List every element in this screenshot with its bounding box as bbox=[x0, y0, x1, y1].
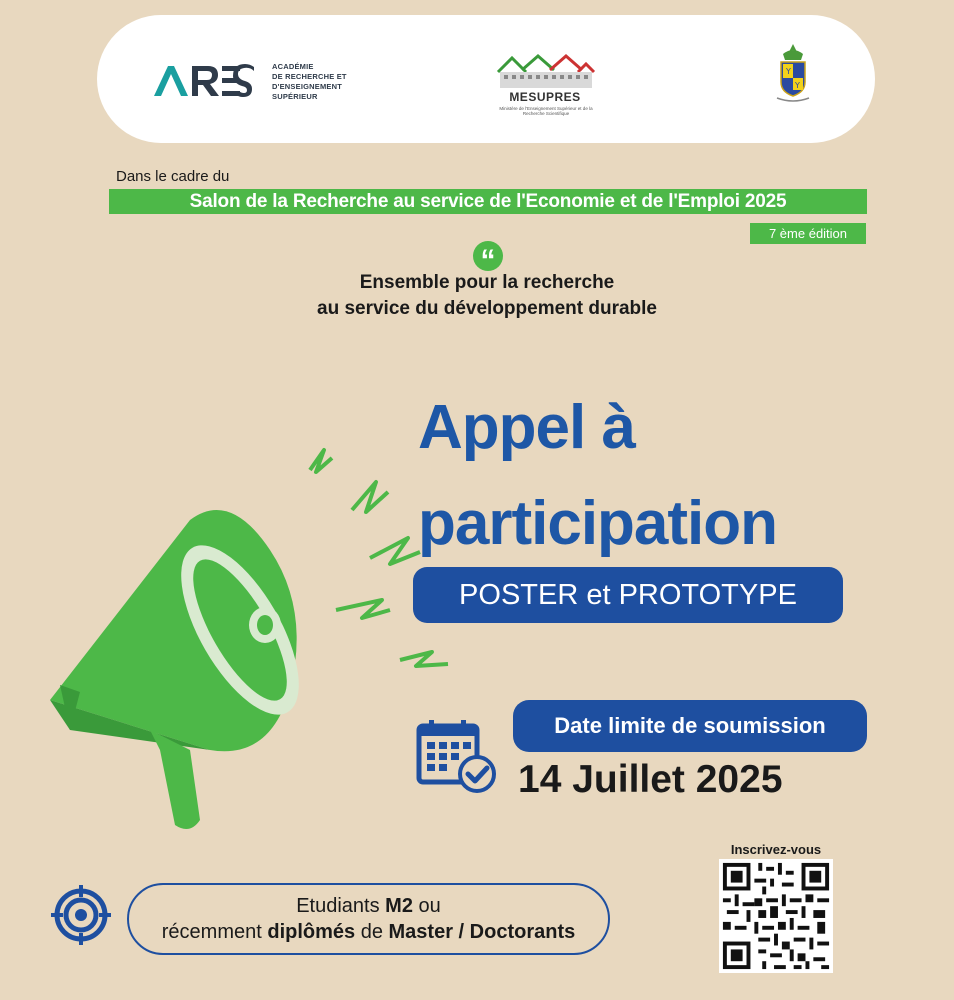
university-crest-icon bbox=[773, 42, 813, 106]
target-audience-box bbox=[127, 883, 610, 955]
ares-subtitle bbox=[272, 62, 367, 102]
audience-text: ou bbox=[412, 895, 441, 917]
svg-text:Y: Y bbox=[795, 81, 800, 90]
ares-subtitle-line: D'ENSEIGNEMENT bbox=[272, 82, 343, 91]
mesupres-name: MESUPRES bbox=[509, 90, 581, 104]
megaphone-icon bbox=[40, 430, 480, 850]
audience-emphasis: diplômés bbox=[267, 921, 356, 943]
ares-logo bbox=[150, 60, 260, 100]
call-title-line-2: participation bbox=[418, 489, 778, 558]
audience-line-2 bbox=[129, 919, 608, 945]
slogan-line-2: au service du développement durable bbox=[317, 298, 657, 319]
deadline-label-badge: Date limite de soumission bbox=[513, 700, 867, 752]
audience-text: récemment bbox=[161, 921, 268, 943]
ares-subtitle-line: DE RECHERCHE ET bbox=[272, 72, 347, 81]
audience-emphasis: M2 bbox=[385, 895, 413, 917]
audience-text: de bbox=[355, 921, 389, 943]
event-slogan bbox=[240, 270, 734, 322]
target-icon bbox=[50, 884, 112, 946]
submission-type-badge: POSTER et PROTOTYPE bbox=[413, 567, 843, 623]
ares-subtitle-line: SUPÉRIEUR bbox=[272, 92, 318, 101]
audience-emphasis: Master / Doctorants bbox=[388, 921, 576, 943]
edition-badge: 7 ème édition bbox=[750, 223, 866, 244]
slogan-line-1: Ensemble pour la recherche bbox=[359, 272, 615, 293]
ares-subtitle-line: ACADÉMIE bbox=[272, 62, 314, 71]
svg-text:Y: Y bbox=[786, 67, 791, 76]
registration-qr-code[interactable] bbox=[719, 859, 833, 973]
quote-icon: “ bbox=[473, 241, 503, 271]
audience-text: Etudiants bbox=[296, 895, 386, 917]
event-name-banner: Salon de la Recherche au service de l'Economie et de l'Emploi 2025 bbox=[109, 189, 867, 214]
mesupres-subtitle: Ministère de l'Enseignement Supérieur et de la Recherche Scientifique bbox=[499, 106, 593, 116]
deadline-date: 14 Juillet 2025 bbox=[518, 758, 783, 801]
audience-line-1 bbox=[129, 893, 608, 919]
call-title bbox=[418, 380, 938, 572]
call-title-line-1: Appel à bbox=[418, 393, 635, 462]
calendar-check-icon bbox=[415, 718, 497, 793]
registration-label: Inscrivez-vous bbox=[730, 842, 822, 857]
event-intro: Dans le cadre du bbox=[116, 168, 230, 185]
